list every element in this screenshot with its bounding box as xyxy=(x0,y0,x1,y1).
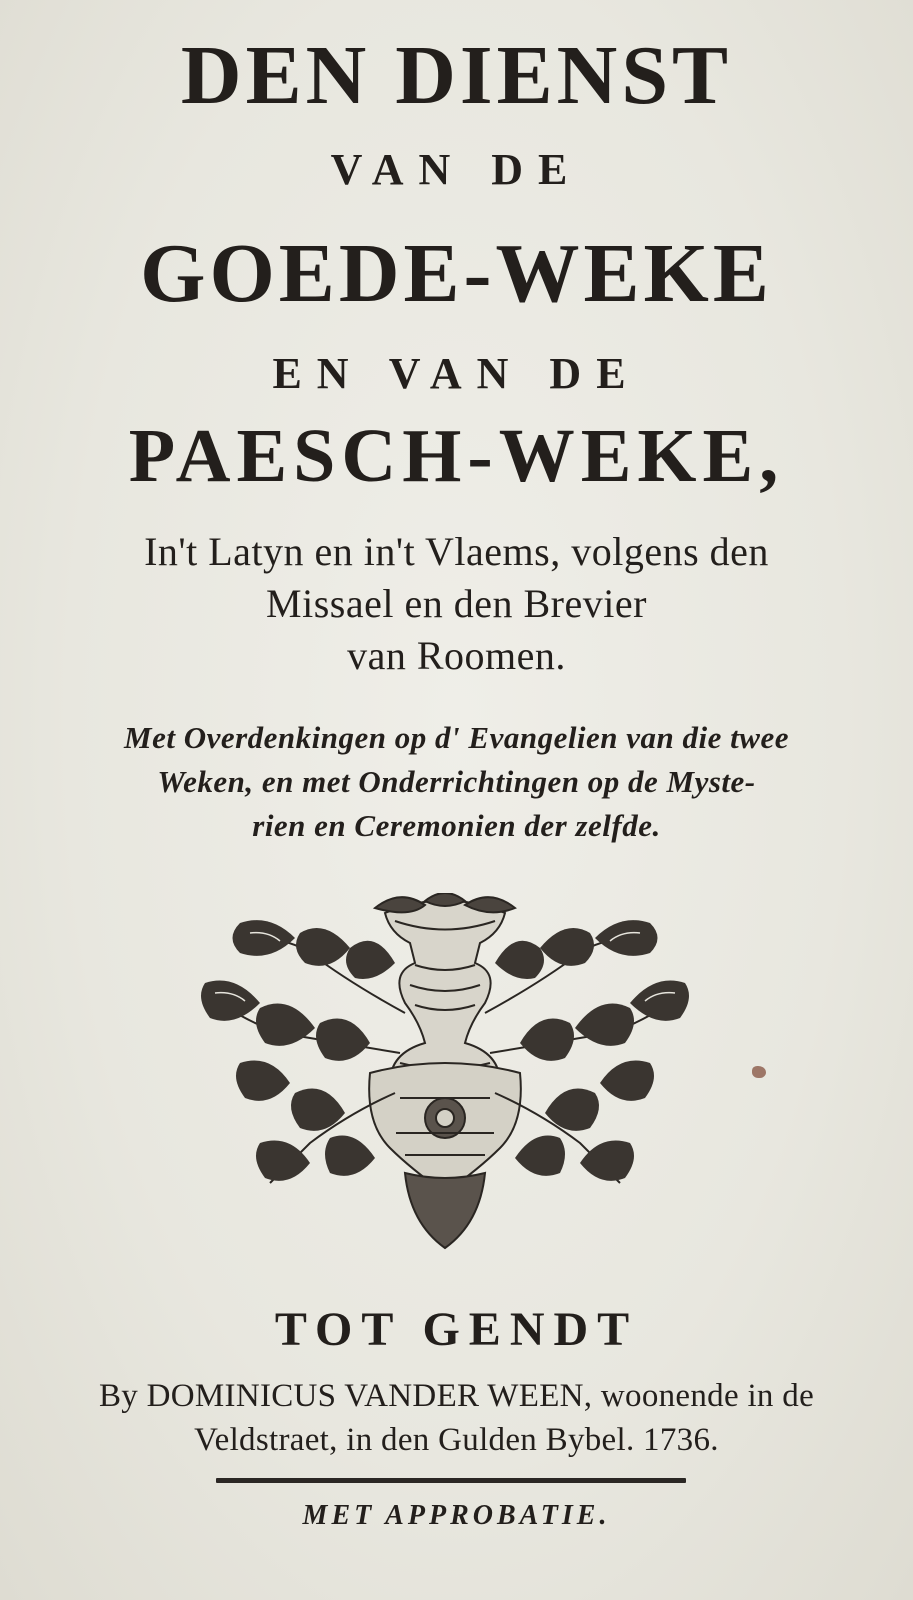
title-line-1: DEN DIENST xyxy=(180,29,733,122)
italic-line-3: rien en Ceremonien der zelfde. xyxy=(252,808,661,843)
italic-line-1: Met Overdenkingen op d' Evangelien van die twee xyxy=(124,720,789,755)
imprint-line-1: By DOMINICUS VANDER WEEN, woonende in de xyxy=(98,1378,815,1414)
title-line-2: VAN DE xyxy=(330,145,583,194)
subtitle-line-2: Missael en den Brevier xyxy=(266,581,647,626)
paper-stain xyxy=(752,1066,766,1078)
title-line-5: PAESCH-WEKE, xyxy=(128,414,785,498)
divider-rule xyxy=(216,1478,686,1483)
subtitle-line-3: van Roomen. xyxy=(347,633,566,678)
title-line-3: GOEDE-WEKE xyxy=(140,227,773,320)
place-line: TOT GENDT xyxy=(274,1303,639,1356)
approbation-line: MET APPROBATIE. xyxy=(302,1500,611,1531)
vase-with-foliage-ornament-icon xyxy=(200,893,690,1253)
subtitle-line-1: In't Latyn en in't Vlaems, volgens den xyxy=(144,529,769,574)
title-line-4: EN VAN DE xyxy=(272,349,641,398)
italic-line-2: Weken, en met Onderrichtingen op de Myste- xyxy=(157,764,756,799)
imprint-line-2: Veldstraet, in den Gulden Bybel. 1736. xyxy=(194,1422,719,1458)
